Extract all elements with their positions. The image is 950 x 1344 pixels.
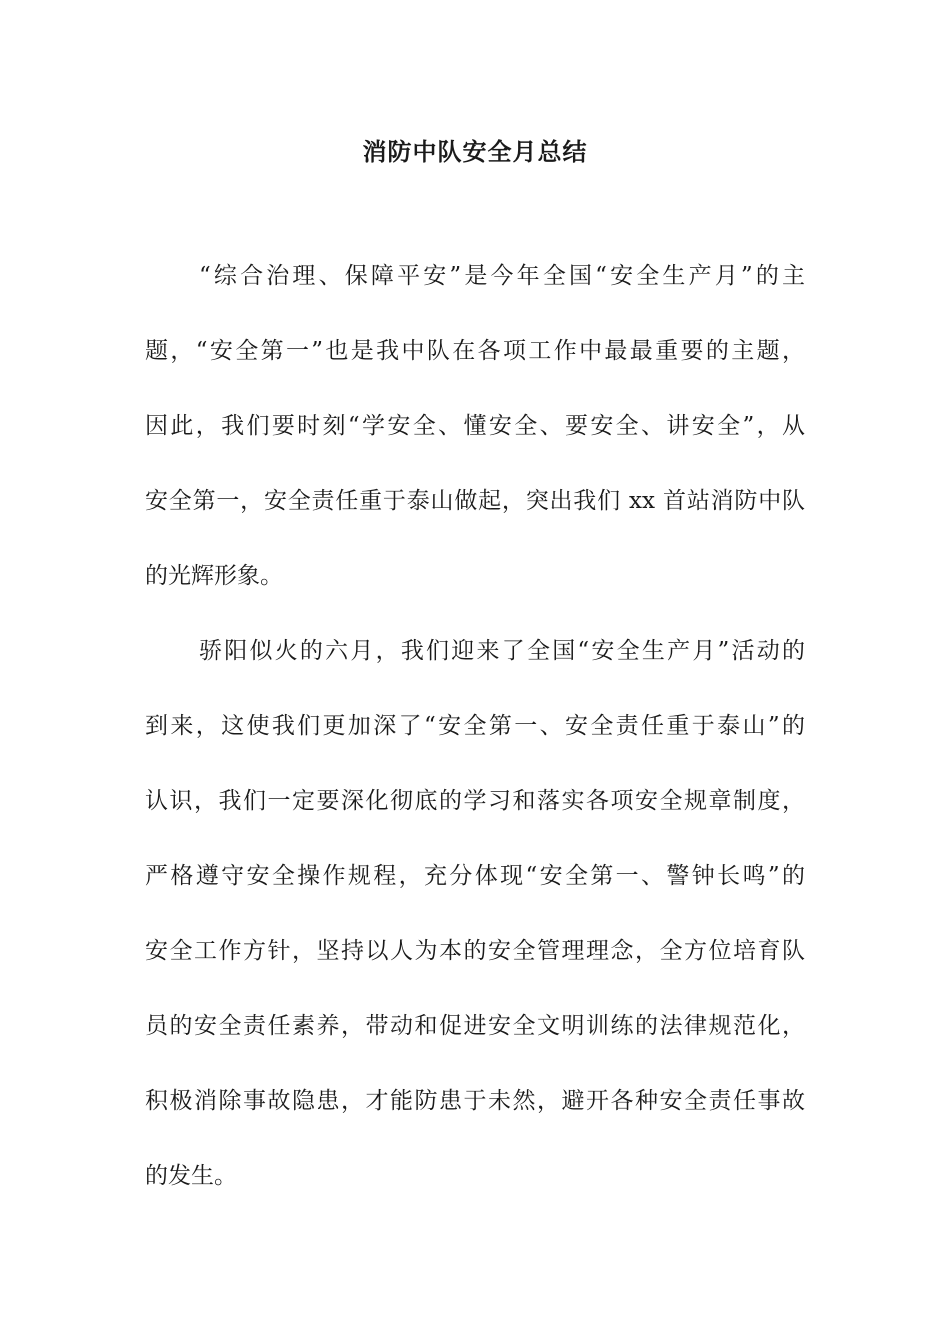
paragraph-2-line-6: 员的安全责任素养，带动和促进安全文明训练的法律规范化， — [145, 1013, 805, 1039]
paragraph-2-line-8: 的发生。 — [145, 1163, 237, 1189]
paragraph-2-line-2: 到来，这使我们更加深了“安全第一、安全责任重于泰山”的 — [145, 713, 805, 739]
paragraph-2-line-4: 严格遵守安全操作规程，充分体现“安全第一、警钟长鸣”的 — [145, 863, 805, 889]
paragraph-1-line-1: “综合治理、保障平安”是今年全国“安全生产月”的主 — [199, 263, 805, 289]
paragraph-1-line-4: 安全第一，安全责任重于泰山做起，突出我们 xx 首站消防中队 — [145, 488, 805, 514]
paragraph-2-line-3: 认识，我们一定要深化彻底的学习和落实各项安全规章制度， — [145, 788, 805, 814]
paragraph-2-line-1: 骄阳似火的六月，我们迎来了全国“安全生产月”活动的 — [199, 638, 805, 664]
document-title: 消防中队安全月总结 — [362, 137, 588, 166]
paragraph-1-line-3: 因此，我们要时刻“学安全、懂安全、要安全、讲安全”，从 — [145, 413, 805, 439]
paragraph-1-line-2: 题，“安全第一”也是我中队在各项工作中最最重要的主题， — [145, 338, 805, 364]
paragraph-2-line-5: 安全工作方针，坚持以人为本的安全管理理念，全方位培育队 — [145, 938, 805, 964]
paragraph-1-line-5: 的光辉形象。 — [145, 563, 283, 589]
paragraph-2-line-7: 积极消除事故隐患，才能防患于未然，避开各种安全责任事故 — [145, 1088, 805, 1114]
